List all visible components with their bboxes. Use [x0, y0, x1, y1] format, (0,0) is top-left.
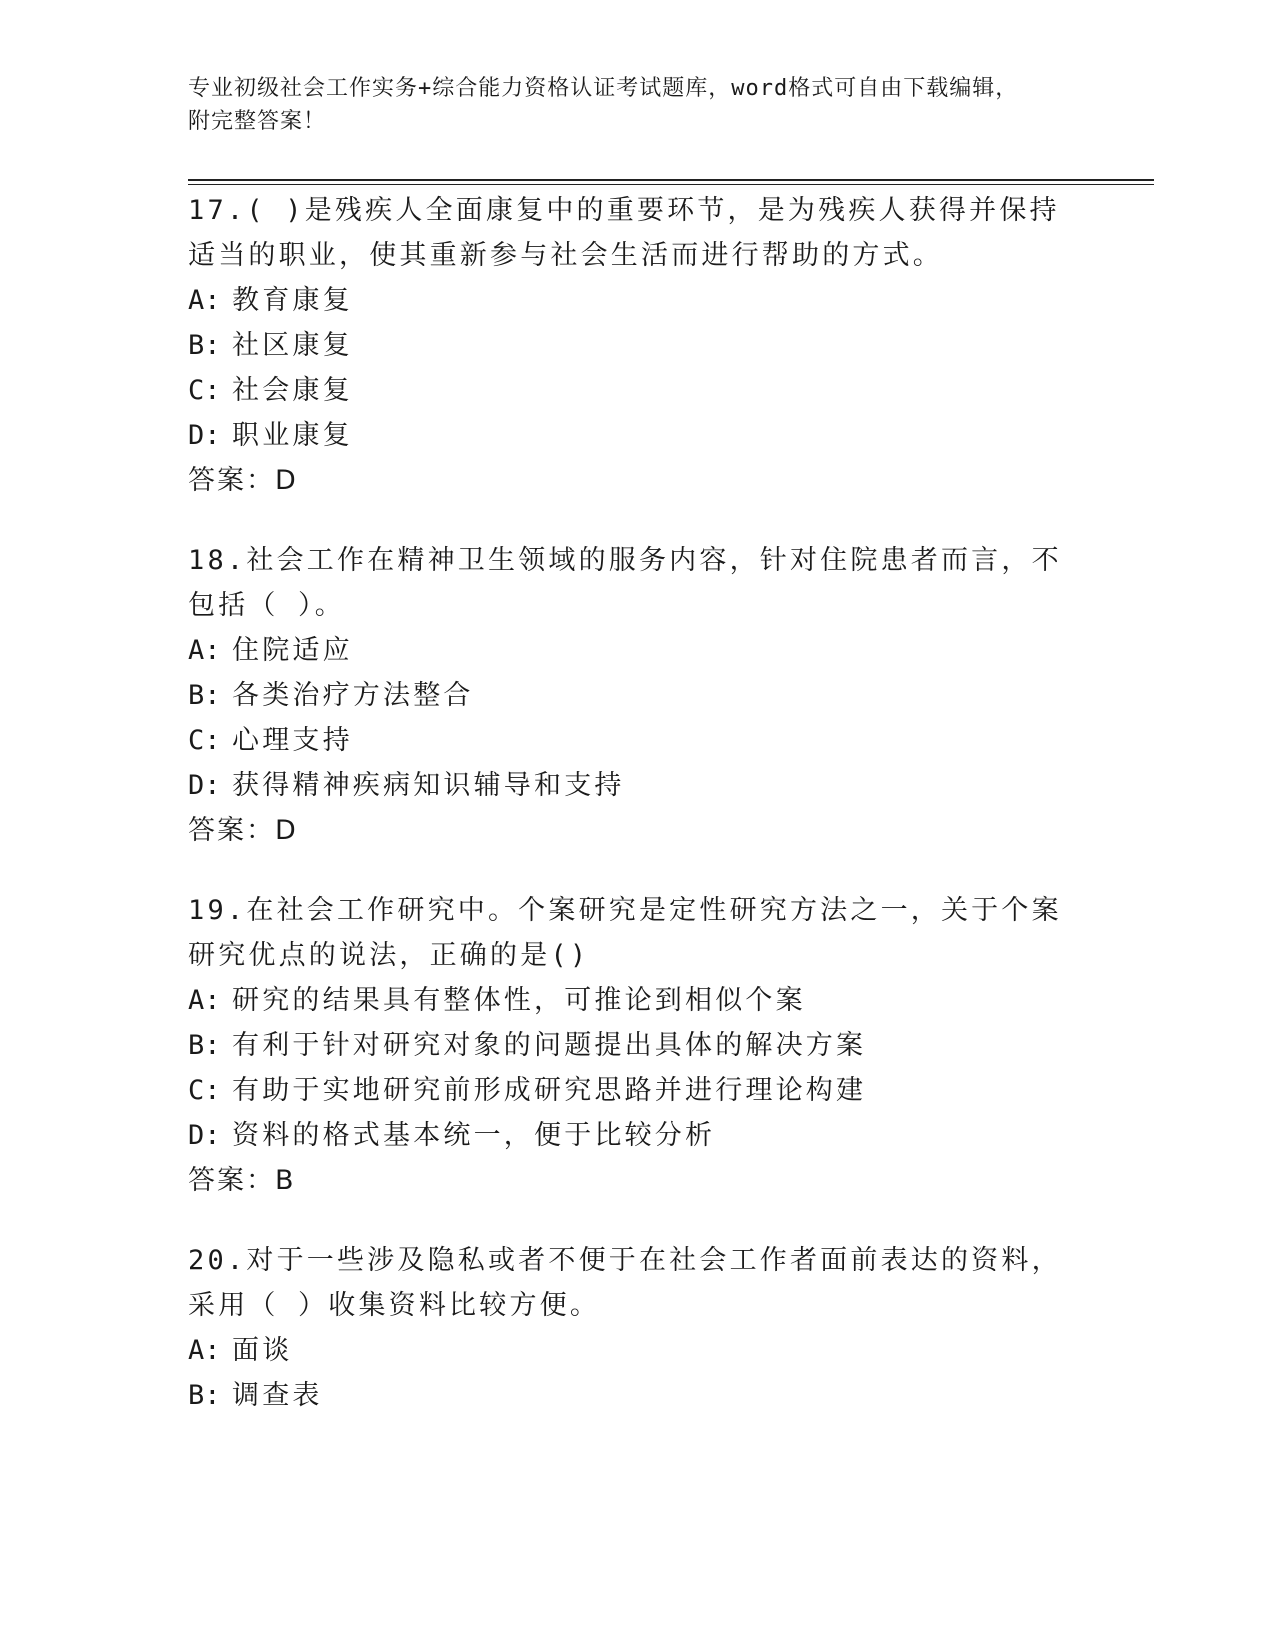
option-text: 获得精神疾病知识辅导和支持 [232, 770, 625, 801]
option-b [188, 1373, 1088, 1418]
option-a [188, 628, 1088, 673]
option-key: C: [188, 725, 221, 756]
option-c [188, 1068, 1088, 1113]
option-text: 住院适应 [232, 635, 353, 666]
answer: 答案：D [188, 815, 298, 846]
option-b [188, 1023, 1088, 1068]
option-key: D: [188, 420, 221, 451]
option-text: 心理支持 [232, 725, 353, 756]
option-c [188, 718, 1088, 763]
option-text: 研究的结果具有整体性，可推论到相似个案 [232, 985, 806, 1016]
option-d [188, 1113, 1088, 1158]
option-text: 有助于实地研究前形成研究思路并进行理论构建 [232, 1075, 867, 1106]
answer: 答案：B [188, 1165, 296, 1196]
header-divider-thin [188, 184, 1154, 185]
option-text: 教育康复 [232, 285, 353, 316]
option-d [188, 763, 1088, 808]
option-key: D: [188, 770, 221, 801]
question-list [188, 188, 1088, 1453]
option-key: B: [188, 1030, 221, 1061]
question-20 [188, 1238, 1088, 1418]
option-a [188, 978, 1088, 1023]
option-key: B: [188, 680, 221, 711]
question-stem: 19.在社会工作研究中。个案研究是定性研究方法之一，关于个案研究优点的说法，正确的是() [188, 895, 1062, 971]
option-text: 调查表 [232, 1380, 323, 1411]
option-a [188, 1328, 1088, 1373]
question-18 [188, 538, 1088, 853]
header-divider-thick [188, 179, 1154, 181]
option-d [188, 413, 1088, 458]
question-19 [188, 888, 1088, 1203]
option-c [188, 368, 1088, 413]
option-key: B: [188, 1380, 221, 1411]
option-key: A: [188, 635, 221, 666]
option-text: 资料的格式基本统一，便于比较分析 [232, 1120, 716, 1151]
question-stem: 18.社会工作在精神卫生领域的服务内容，针对住院患者而言，不包括（ ）。 [188, 545, 1062, 621]
header-line-1: 专业初级社会工作实务+综合能力资格认证考试题库，word格式可自由下载编辑， [188, 76, 1019, 101]
option-key: C: [188, 375, 221, 406]
option-key: D: [188, 1120, 221, 1151]
option-key: A: [188, 1335, 221, 1366]
question-stem: 20.对于一些涉及隐私或者不便于在社会工作者面前表达的资料，采用（ ）收集资料比较方便。 [188, 1245, 1062, 1321]
option-b [188, 673, 1088, 718]
option-key: A: [188, 985, 221, 1016]
option-text: 社区康复 [232, 330, 353, 361]
question-stem: 17.( )是残疾人全面康复中的重要环节，是为残疾人获得并保持适当的职业，使其重新参与社会生活而进行帮助的方式。 [188, 195, 1060, 271]
option-a [188, 278, 1088, 323]
option-text: 面谈 [232, 1335, 293, 1366]
option-text: 社会康复 [232, 375, 353, 406]
option-text: 职业康复 [232, 420, 353, 451]
option-key: B: [188, 330, 221, 361]
document-header [188, 72, 1088, 138]
option-key: A: [188, 285, 221, 316]
header-line-2: 附完整答案！ [188, 109, 327, 134]
answer: 答案：D [188, 465, 298, 496]
option-key: C: [188, 1075, 221, 1106]
option-text: 各类治疗方法整合 [232, 680, 474, 711]
question-17 [188, 188, 1088, 503]
option-b [188, 323, 1088, 368]
option-text: 有利于针对研究对象的问题提出具体的解决方案 [232, 1030, 867, 1061]
